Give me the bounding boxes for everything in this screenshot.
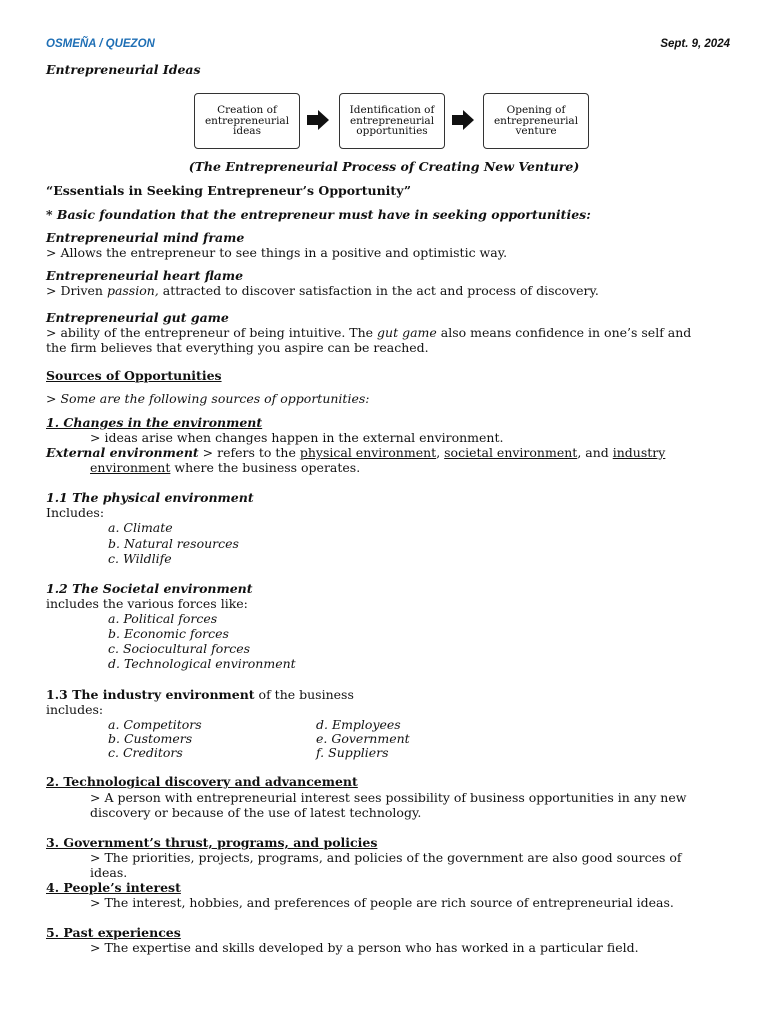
list-item: c. Sociocultural forces: [108, 641, 251, 656]
process-diagram: [194, 93, 588, 149]
heart-flame-desc: > Driven passion, attracted to discover satisfaction in the act and process of discovery.: [46, 283, 599, 298]
list-item: f. Suppliers: [316, 745, 389, 760]
flow-step-opening: Opening of entrepreneurial venture: [483, 93, 589, 149]
section-3-line2: ideas.: [90, 865, 128, 880]
list-item: a. Competitors: [108, 717, 202, 732]
diagram-caption: (The Entrepreneurial Process of Creating New Venture): [188, 159, 580, 174]
list-item: d. Technological environment: [108, 656, 296, 671]
essentials-subheading: * Basic foundation that the entrepreneur must have in seeking opportunities:: [46, 207, 591, 222]
section-2-heading: 2. Technological discovery and advancement: [46, 774, 358, 789]
mind-frame-term: Entrepreneurial mind frame: [46, 230, 245, 245]
mind-frame-desc: > Allows the entrepreneur to see things in a positive and optimistic way.: [46, 245, 508, 260]
section-5-line1: > The expertise and skills developed by a person who has worked in a particular field.: [90, 940, 639, 955]
gut-game-desc-line2: the firm believes that everything you aspire can be reached.: [46, 340, 429, 355]
list-item: b. Natural resources: [108, 536, 239, 551]
external-environment-line2: environment where the business operates.: [90, 460, 361, 475]
section-1-2-heading: 1.2 The Societal environment: [46, 581, 253, 596]
section-1-2-intro: includes the various forces like:: [46, 596, 248, 611]
sources-intro: > Some are the following sources of opportunities:: [46, 391, 370, 406]
list-item: a. Political forces: [108, 611, 218, 626]
heart-flame-term: Entrepreneurial heart flame: [46, 268, 244, 283]
section-1-1-heading: 1.1 The physical environment: [46, 490, 254, 505]
essentials-heading: “Essentials in Seeking Entrepreneur’s Opportunity”: [46, 183, 412, 198]
section-1-desc: > ideas arise when changes happen in the external environment.: [90, 430, 504, 445]
section-1-1-intro: Includes:: [46, 505, 105, 520]
section-3-heading: 3. Government’s thrust, programs, and policies: [46, 835, 378, 850]
section-2-line1: > A person with entrepreneurial interest sees possibility of business opportunities in any new: [90, 790, 687, 805]
list-item: b. Customers: [108, 731, 193, 746]
flow-step-identification: Identification of entrepreneurial opportunities: [339, 93, 445, 149]
header-date: Sept. 9, 2024: [660, 38, 730, 50]
list-item: d. Employees: [316, 717, 401, 732]
right-arrow-icon: [307, 110, 329, 130]
gut-game-desc: > ability of the entrepreneur of being intuitive. The gut game also means confidence in one’s self and: [46, 325, 692, 340]
section-4-heading: 4. People’s interest: [46, 880, 181, 895]
page-title: Entrepreneurial Ideas: [46, 62, 201, 77]
list-item: b. Economic forces: [108, 626, 229, 641]
external-environment-line: External environment > refers to the physical environment, societal environment, and industry: [46, 445, 666, 460]
list-item: c. Creditors: [108, 745, 183, 760]
list-item: e. Government: [316, 731, 410, 746]
section-1-3-intro: includes:: [46, 702, 104, 717]
list-item: c. Wildlife: [108, 551, 172, 566]
right-arrow-icon: [452, 110, 474, 130]
gut-game-term: Entrepreneurial gut game: [46, 310, 229, 325]
section-1-heading: 1. Changes in the environment: [46, 415, 263, 430]
section-1-3-heading: 1.3 The industry environment of the business: [46, 687, 354, 702]
flow-step-creation: Creation of entrepreneurial ideas: [194, 93, 300, 149]
sources-heading: Sources of Opportunities: [46, 368, 222, 383]
section-2-line2: discovery or because of the use of latest technology.: [90, 805, 422, 820]
section-5-heading: 5. Past experiences: [46, 925, 181, 940]
section-4-line1: > The interest, hobbies, and preferences of people are rich source of entrepreneurial ideas.: [90, 895, 674, 910]
list-item: a. Climate: [108, 520, 173, 535]
header-school: OSMEÑA / QUEZON: [46, 38, 155, 50]
section-3-line1: > The priorities, projects, programs, and policies of the government are also good sources of: [90, 850, 682, 865]
